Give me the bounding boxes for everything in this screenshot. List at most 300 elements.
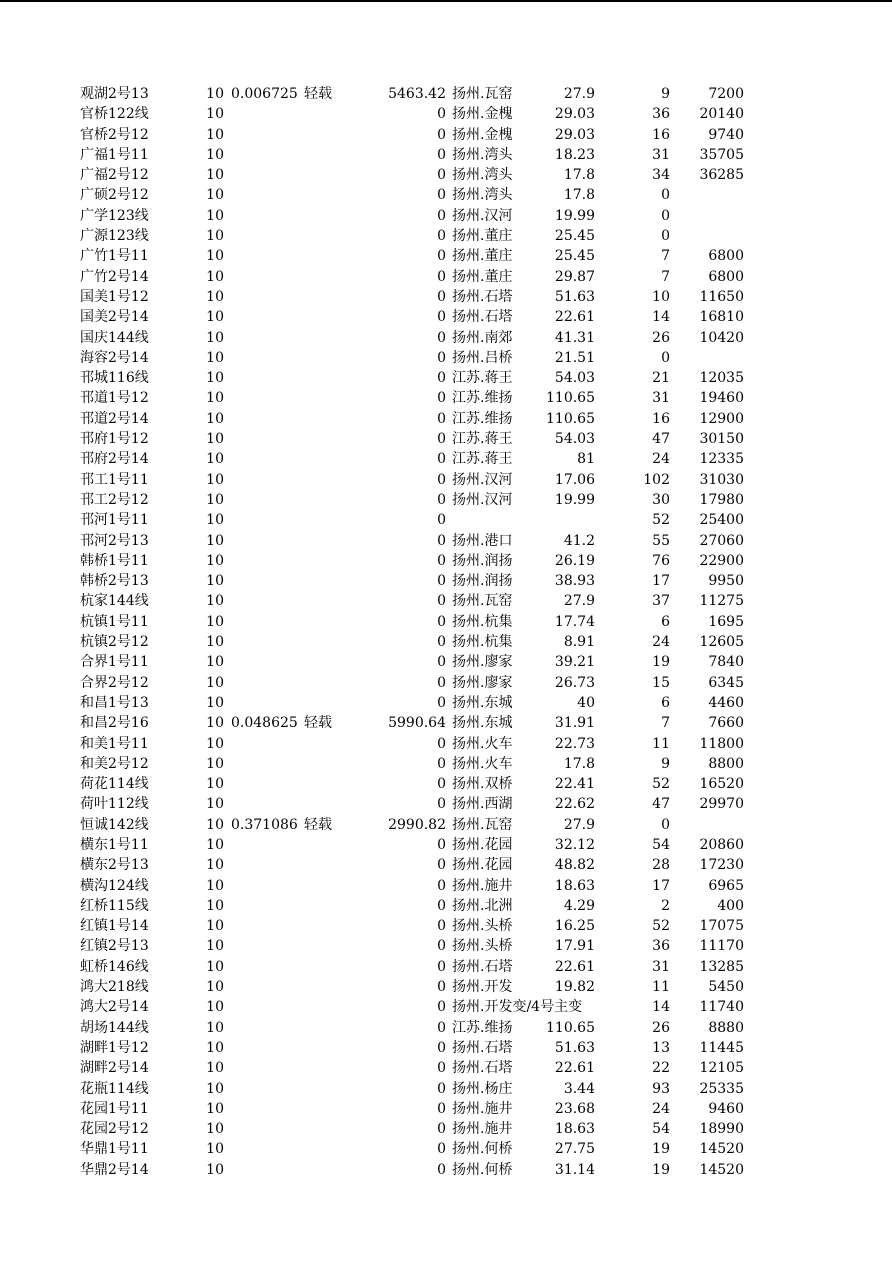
line-name-cell: 花瓶114线 xyxy=(80,1080,149,1097)
kva-cell: 400 xyxy=(717,897,744,914)
voltage-cell: 10 xyxy=(206,187,224,204)
length-cell: 31.14 xyxy=(554,1161,595,1178)
kva-cell: 7200 xyxy=(708,86,744,102)
substation-cell: 扬州.开发 xyxy=(452,979,513,996)
count-cell: 55 xyxy=(652,532,670,549)
kva-cell: 6345 xyxy=(708,674,744,691)
length-cell: 31.91 xyxy=(554,715,595,732)
count-cell: 14 xyxy=(652,309,670,326)
line-name-cell: 和昌2号16 xyxy=(80,715,149,732)
count-cell: 19 xyxy=(652,654,670,671)
capacity-cell: 0 xyxy=(437,836,446,853)
length-cell: 110.65 xyxy=(546,410,595,427)
capacity-cell: 0 xyxy=(437,1060,446,1077)
kva-cell: 14520 xyxy=(699,1161,744,1178)
voltage-cell: 10 xyxy=(206,309,224,326)
line-name-cell: 邗河1号11 xyxy=(80,512,149,529)
substation-cell: 扬州.董庄 xyxy=(452,268,513,285)
length-cell: 19.99 xyxy=(554,207,595,224)
kva-cell: 9740 xyxy=(708,126,744,143)
count-cell: 30 xyxy=(652,491,670,508)
substation-cell: 扬州.双桥 xyxy=(452,776,513,793)
kva-cell: 12035 xyxy=(699,370,744,387)
kva-cell: 12605 xyxy=(699,634,744,651)
voltage-cell: 10 xyxy=(206,167,224,184)
kva-cell: 11170 xyxy=(699,938,744,955)
voltage-cell: 10 xyxy=(206,836,224,853)
voltage-cell: 10 xyxy=(206,674,224,691)
capacity-cell: 0 xyxy=(437,410,446,427)
kva-cell: 20140 xyxy=(699,106,744,123)
count-cell: 16 xyxy=(652,410,670,427)
line-name-cell: 邗道2号14 xyxy=(80,410,149,427)
capacity-cell: 0 xyxy=(437,918,446,935)
capacity-cell: 0 xyxy=(437,1121,446,1138)
length-cell: 27.75 xyxy=(554,1141,595,1158)
kva-cell: 6800 xyxy=(708,248,744,265)
voltage-cell: 10 xyxy=(206,491,224,508)
capacity-cell: 0 xyxy=(437,593,446,610)
line-name-cell: 邗工1号11 xyxy=(80,471,149,488)
kva-cell: 11650 xyxy=(699,288,744,305)
kva-cell: 5450 xyxy=(708,979,744,996)
line-name-cell: 横东1号11 xyxy=(80,836,149,853)
voltage-cell: 10 xyxy=(206,694,224,711)
count-cell: 76 xyxy=(652,552,670,569)
length-cell: 26.19 xyxy=(554,552,595,569)
voltage-cell: 10 xyxy=(206,958,224,975)
count-cell: 9 xyxy=(661,86,670,102)
line-name-cell: 华鼎2号14 xyxy=(80,1161,149,1178)
kva-cell: 6800 xyxy=(708,268,744,285)
kva-cell: 12900 xyxy=(699,410,744,427)
length-cell: 54.03 xyxy=(554,370,595,387)
kva-cell: 25400 xyxy=(699,512,744,529)
length-cell: 29.03 xyxy=(554,106,595,123)
substation-cell: 扬州.湾头 xyxy=(452,187,513,204)
line-name-cell: 国庆144线 xyxy=(80,329,149,346)
load-rate-cell: 0.371086 xyxy=(231,816,298,833)
count-cell: 47 xyxy=(652,431,670,448)
line-name-cell: 韩桥1号11 xyxy=(80,552,149,569)
kva-cell: 9950 xyxy=(708,573,744,590)
capacity-cell: 0 xyxy=(437,106,446,123)
length-cell: 17.91 xyxy=(554,938,595,955)
line-name-cell: 红桥115线 xyxy=(80,897,149,914)
substation-cell: 扬州.润扬 xyxy=(452,552,513,569)
line-name-cell: 湖畔2号14 xyxy=(80,1060,149,1077)
capacity-cell: 0 xyxy=(437,207,446,224)
length-cell: 27.9 xyxy=(563,816,595,833)
length-cell: 22.73 xyxy=(554,735,595,752)
load-rate-cell: 0.048625 xyxy=(231,715,298,732)
voltage-cell: 10 xyxy=(206,410,224,427)
substation-cell: 江苏.维扬 xyxy=(452,1019,513,1036)
voltage-cell: 10 xyxy=(206,512,224,529)
line-name-cell: 荷叶112线 xyxy=(80,796,149,813)
length-cell: 25.45 xyxy=(554,228,595,245)
count-cell: 15 xyxy=(652,674,670,691)
substation-cell: 扬州.湾头 xyxy=(452,167,513,184)
kva-cell: 17075 xyxy=(699,918,744,935)
length-cell: 19.82 xyxy=(554,979,595,996)
count-cell: 6 xyxy=(661,613,670,630)
substation-cell: 江苏.蒋王 xyxy=(452,451,513,468)
substation-cell: 扬州.石塔 xyxy=(452,1060,513,1077)
substation-cell: 扬州.廖家 xyxy=(452,674,513,691)
capacity-cell: 5990.64 xyxy=(388,715,446,732)
count-cell: 36 xyxy=(652,106,670,123)
kva-cell: 16810 xyxy=(699,309,744,326)
capacity-cell: 2990.82 xyxy=(388,816,446,833)
substation-cell: 扬州.南郊 xyxy=(452,329,513,346)
voltage-cell: 10 xyxy=(206,755,224,772)
length-cell: 22.61 xyxy=(554,1060,595,1077)
voltage-cell: 10 xyxy=(206,796,224,813)
capacity-cell: 0 xyxy=(437,694,446,711)
kva-cell: 16520 xyxy=(699,776,744,793)
line-name-cell: 红镇2号13 xyxy=(80,938,149,955)
substation-cell: 扬州.东城 xyxy=(452,694,513,711)
length-cell: 23.68 xyxy=(554,1100,595,1117)
count-cell: 31 xyxy=(652,146,670,163)
count-cell: 14 xyxy=(652,999,670,1016)
substation-cell: 扬州.董庄 xyxy=(452,248,513,265)
line-name-cell: 广竹2号14 xyxy=(80,268,149,285)
voltage-cell: 10 xyxy=(206,106,224,123)
substation-cell: 扬州.西湖 xyxy=(452,796,513,813)
substation-cell: 扬州.施井 xyxy=(452,1121,513,1138)
substation-cell: 扬州.吕桥 xyxy=(452,349,513,366)
kva-cell: 25335 xyxy=(699,1080,744,1097)
length-cell: 17.06 xyxy=(554,471,595,488)
capacity-cell: 0 xyxy=(437,613,446,630)
line-name-cell: 合界2号12 xyxy=(80,674,149,691)
kva-cell: 12335 xyxy=(699,451,744,468)
capacity-cell: 0 xyxy=(437,471,446,488)
capacity-cell: 0 xyxy=(437,552,446,569)
capacity-cell: 0 xyxy=(437,674,446,691)
count-cell: 22 xyxy=(652,1060,670,1077)
capacity-cell: 0 xyxy=(437,999,446,1016)
line-name-cell: 官桥122线 xyxy=(80,106,149,123)
length-cell: 17.8 xyxy=(563,755,595,772)
line-name-cell: 杭家144线 xyxy=(80,593,149,610)
capacity-cell: 0 xyxy=(437,1100,446,1117)
count-cell: 26 xyxy=(652,329,670,346)
count-cell: 9 xyxy=(661,755,670,772)
length-cell: 25.45 xyxy=(554,248,595,265)
capacity-cell: 0 xyxy=(437,958,446,975)
voltage-cell: 10 xyxy=(206,1060,224,1077)
capacity-cell: 0 xyxy=(437,390,446,407)
voltage-cell: 10 xyxy=(206,816,224,833)
substation-cell: 扬州.瓦窑 xyxy=(452,593,513,610)
load-rate-cell: 0.006725 xyxy=(231,86,298,102)
count-cell: 0 xyxy=(661,187,670,204)
kva-cell: 19460 xyxy=(699,390,744,407)
load-state-cell: 轻载 xyxy=(304,816,332,833)
capacity-cell: 0 xyxy=(437,573,446,590)
capacity-cell: 0 xyxy=(437,532,446,549)
length-cell: 29.03 xyxy=(554,126,595,143)
substation-cell: 扬州.开发变/4号主变 xyxy=(452,999,583,1016)
voltage-cell: 10 xyxy=(206,349,224,366)
length-cell: 27.9 xyxy=(563,86,595,102)
capacity-cell: 0 xyxy=(437,268,446,285)
line-name-cell: 虹桥146线 xyxy=(80,958,149,975)
count-cell: 0 xyxy=(661,207,670,224)
voltage-cell: 10 xyxy=(206,146,224,163)
capacity-cell: 0 xyxy=(437,431,446,448)
line-name-cell: 邗工2号12 xyxy=(80,491,149,508)
count-cell: 37 xyxy=(652,593,670,610)
length-cell: 29.87 xyxy=(554,268,595,285)
line-name-cell: 花园1号11 xyxy=(80,1100,149,1117)
count-cell: 54 xyxy=(652,836,670,853)
voltage-cell: 10 xyxy=(206,938,224,955)
capacity-cell: 0 xyxy=(437,126,446,143)
count-cell: 2 xyxy=(661,897,670,914)
capacity-cell: 0 xyxy=(437,634,446,651)
count-cell: 10 xyxy=(652,288,670,305)
voltage-cell: 10 xyxy=(206,431,224,448)
voltage-cell: 10 xyxy=(206,1141,224,1158)
line-name-cell: 胡场144线 xyxy=(80,1019,149,1036)
length-cell: 27.9 xyxy=(563,593,595,610)
length-cell: 17.8 xyxy=(563,167,595,184)
substation-cell: 扬州.花园 xyxy=(452,836,513,853)
line-name-cell: 邗府2号14 xyxy=(80,451,149,468)
count-cell: 54 xyxy=(652,1121,670,1138)
substation-cell: 江苏.维扬 xyxy=(452,390,513,407)
capacity-cell: 0 xyxy=(437,897,446,914)
length-cell: 21.51 xyxy=(554,349,595,366)
line-name-cell: 杭镇2号12 xyxy=(80,634,149,651)
count-cell: 36 xyxy=(652,938,670,955)
kva-cell: 17980 xyxy=(699,491,744,508)
capacity-cell: 0 xyxy=(437,1141,446,1158)
capacity-cell: 0 xyxy=(437,491,446,508)
capacity-cell: 0 xyxy=(437,329,446,346)
substation-cell: 扬州.金槐 xyxy=(452,126,513,143)
capacity-cell: 0 xyxy=(437,1039,446,1056)
kva-cell: 7840 xyxy=(708,654,744,671)
voltage-cell: 10 xyxy=(206,897,224,914)
length-cell: 22.41 xyxy=(554,776,595,793)
substation-cell: 扬州.石塔 xyxy=(452,309,513,326)
kva-cell: 8880 xyxy=(708,1019,744,1036)
capacity-cell: 0 xyxy=(437,979,446,996)
count-cell: 17 xyxy=(652,877,670,894)
line-name-cell: 观湖2号13 xyxy=(80,86,149,102)
length-cell: 51.63 xyxy=(554,288,595,305)
count-cell: 28 xyxy=(652,857,670,874)
substation-cell: 江苏.蒋王 xyxy=(452,370,513,387)
kva-cell: 20860 xyxy=(699,836,744,853)
substation-cell: 扬州.金槐 xyxy=(452,106,513,123)
line-name-cell: 广学123线 xyxy=(80,207,149,224)
count-cell: 11 xyxy=(652,979,670,996)
substation-cell: 扬州.火车 xyxy=(452,755,513,772)
voltage-cell: 10 xyxy=(206,918,224,935)
count-cell: 31 xyxy=(652,390,670,407)
count-cell: 19 xyxy=(652,1141,670,1158)
kva-cell: 10420 xyxy=(699,329,744,346)
voltage-cell: 10 xyxy=(206,268,224,285)
substation-cell: 江苏.维扬 xyxy=(452,410,513,427)
line-name-cell: 邗府1号12 xyxy=(80,431,149,448)
line-name-cell: 和美1号11 xyxy=(80,735,149,752)
voltage-cell: 10 xyxy=(206,1080,224,1097)
length-cell: 3.44 xyxy=(563,1080,595,1097)
line-name-cell: 合界1号11 xyxy=(80,654,149,671)
capacity-cell: 0 xyxy=(437,187,446,204)
substation-cell: 扬州.湾头 xyxy=(452,146,513,163)
substation-cell: 扬州.董庄 xyxy=(452,228,513,245)
voltage-cell: 10 xyxy=(206,999,224,1016)
count-cell: 93 xyxy=(652,1080,670,1097)
substation-cell: 扬州.汉河 xyxy=(452,491,513,508)
count-cell: 13 xyxy=(652,1039,670,1056)
capacity-cell: 0 xyxy=(437,755,446,772)
voltage-cell: 10 xyxy=(206,1161,224,1178)
count-cell: 52 xyxy=(652,918,670,935)
length-cell: 22.61 xyxy=(554,958,595,975)
count-cell: 7 xyxy=(661,715,670,732)
voltage-cell: 10 xyxy=(206,776,224,793)
substation-cell: 扬州.施井 xyxy=(452,1100,513,1117)
voltage-cell: 10 xyxy=(206,451,224,468)
substation-cell: 扬州.头桥 xyxy=(452,918,513,935)
count-cell: 52 xyxy=(652,512,670,529)
capacity-cell: 0 xyxy=(437,228,446,245)
capacity-cell: 0 xyxy=(437,146,446,163)
line-name-cell: 华鼎1号11 xyxy=(80,1141,149,1158)
count-cell: 7 xyxy=(661,268,670,285)
capacity-cell: 5463.42 xyxy=(388,86,446,102)
count-cell: 17 xyxy=(652,573,670,590)
capacity-cell: 0 xyxy=(437,288,446,305)
length-cell: 41.31 xyxy=(554,329,595,346)
length-cell: 4.29 xyxy=(563,897,595,914)
load-state-cell: 轻载 xyxy=(304,86,332,102)
line-name-cell: 邗河2号13 xyxy=(80,532,149,549)
length-cell: 51.63 xyxy=(554,1039,595,1056)
kva-cell: 27060 xyxy=(699,532,744,549)
line-name-cell: 官桥2号12 xyxy=(80,126,149,143)
length-cell: 81 xyxy=(577,451,595,468)
length-cell: 40 xyxy=(577,694,595,711)
line-name-cell: 国美2号14 xyxy=(80,309,149,326)
length-cell: 18.63 xyxy=(554,1121,595,1138)
length-cell: 26.73 xyxy=(554,674,595,691)
kva-cell: 31030 xyxy=(699,471,744,488)
substation-cell: 扬州.石塔 xyxy=(452,958,513,975)
substation-cell: 扬州.北洲 xyxy=(452,897,513,914)
kva-cell: 30150 xyxy=(699,431,744,448)
line-name-cell: 恒诚142线 xyxy=(80,816,149,833)
load-state-cell: 轻载 xyxy=(304,715,332,732)
length-cell: 17.8 xyxy=(563,187,595,204)
substation-cell: 扬州.廖家 xyxy=(452,654,513,671)
line-name-cell: 鸿大2号14 xyxy=(80,999,149,1016)
capacity-cell: 0 xyxy=(437,796,446,813)
kva-cell: 17230 xyxy=(699,857,744,874)
count-cell: 11 xyxy=(652,735,670,752)
line-name-cell: 荷花114线 xyxy=(80,776,149,793)
count-cell: 52 xyxy=(652,776,670,793)
kva-cell: 7660 xyxy=(708,715,744,732)
substation-cell: 扬州.何桥 xyxy=(452,1141,513,1158)
length-cell: 110.65 xyxy=(546,1019,595,1036)
substation-cell: 江苏.蒋王 xyxy=(452,431,513,448)
count-cell: 19 xyxy=(652,1161,670,1178)
kva-cell: 13285 xyxy=(699,958,744,975)
length-cell: 18.23 xyxy=(554,146,595,163)
substation-cell: 扬州.润扬 xyxy=(452,573,513,590)
length-cell: 41.2 xyxy=(563,532,595,549)
capacity-cell: 0 xyxy=(437,309,446,326)
line-name-cell: 杭镇1号11 xyxy=(80,613,149,630)
voltage-cell: 10 xyxy=(206,329,224,346)
line-name-cell: 海容2号14 xyxy=(80,349,149,366)
count-cell: 47 xyxy=(652,796,670,813)
capacity-cell: 0 xyxy=(437,512,446,529)
count-cell: 26 xyxy=(652,1019,670,1036)
voltage-cell: 10 xyxy=(206,979,224,996)
line-name-cell: 广福2号12 xyxy=(80,167,149,184)
voltage-cell: 10 xyxy=(206,634,224,651)
substation-cell: 扬州.石塔 xyxy=(452,288,513,305)
voltage-cell: 10 xyxy=(206,857,224,874)
count-cell: 24 xyxy=(652,1100,670,1117)
count-cell: 0 xyxy=(661,816,670,833)
line-name-cell: 和昌1号13 xyxy=(80,694,149,711)
voltage-cell: 10 xyxy=(206,228,224,245)
voltage-cell: 10 xyxy=(206,1039,224,1056)
voltage-cell: 10 xyxy=(206,471,224,488)
voltage-cell: 10 xyxy=(206,86,224,102)
line-name-cell: 湖畔1号12 xyxy=(80,1039,149,1056)
capacity-cell: 0 xyxy=(437,1080,446,1097)
substation-cell: 扬州.瓦窑 xyxy=(452,816,513,833)
kva-cell: 14520 xyxy=(699,1141,744,1158)
count-cell: 31 xyxy=(652,958,670,975)
substation-cell: 扬州.东城 xyxy=(452,715,513,732)
voltage-cell: 10 xyxy=(206,1019,224,1036)
length-cell: 16.25 xyxy=(554,918,595,935)
substation-cell: 扬州.何桥 xyxy=(452,1161,513,1178)
kva-cell: 11275 xyxy=(699,593,744,610)
line-name-cell: 广硕2号12 xyxy=(80,187,149,204)
kva-cell: 11740 xyxy=(699,999,744,1016)
page-top-border xyxy=(0,0,892,2)
substation-cell: 扬州.杨庄 xyxy=(452,1080,513,1097)
line-name-cell: 横东2号13 xyxy=(80,857,149,874)
capacity-cell: 0 xyxy=(437,877,446,894)
voltage-cell: 10 xyxy=(206,613,224,630)
substation-cell: 扬州.杭集 xyxy=(452,613,513,630)
count-cell: 0 xyxy=(661,228,670,245)
capacity-cell: 0 xyxy=(437,248,446,265)
kva-cell: 9460 xyxy=(708,1100,744,1117)
length-cell: 8.91 xyxy=(563,634,595,651)
voltage-cell: 10 xyxy=(206,248,224,265)
length-cell: 18.63 xyxy=(554,877,595,894)
length-cell: 32.12 xyxy=(554,836,595,853)
count-cell: 24 xyxy=(652,634,670,651)
